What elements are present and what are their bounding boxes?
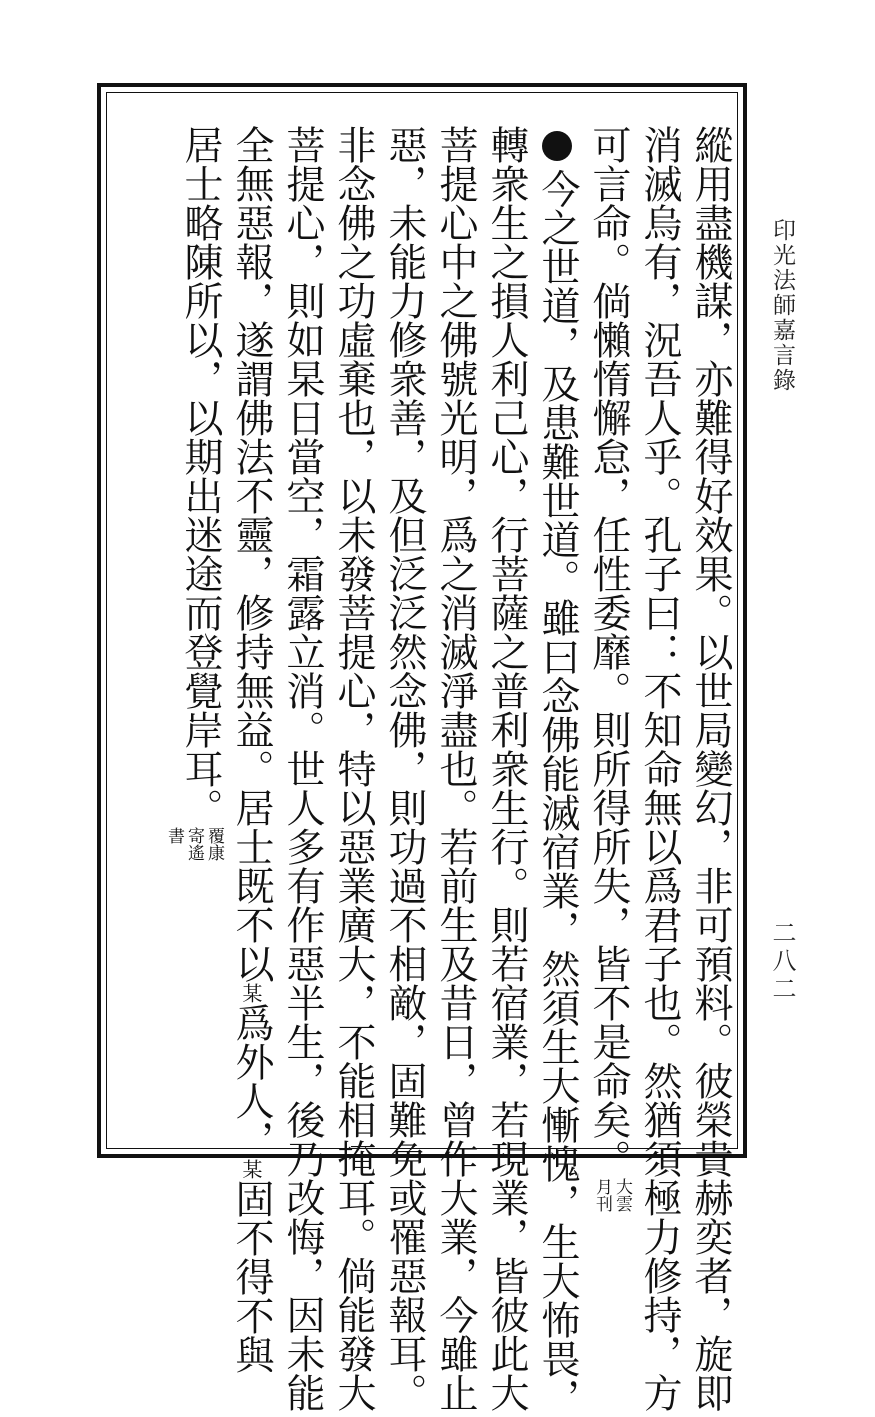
column-text: 今之世道，及患難世道。雖曰念佛能滅宿業，然須生大慚愧，生大怖畏， <box>535 169 580 1417</box>
section-bullet-icon <box>542 131 572 161</box>
book-title: 印光法師嘉言錄 <box>769 218 795 393</box>
column-text: 全無惡報，遂謂佛法不靈，修持無益。居士既不以 <box>229 125 274 983</box>
source-note: 大雲月刊 <box>592 1178 632 1212</box>
column-text: 非念佛之功虛棄也，以未發菩提心，特以惡業廣大，不能相掩耳。倘能發大 <box>331 125 376 1412</box>
text-column-11 <box>164 125 224 1125</box>
column-text: 爲外人， <box>229 1003 274 1159</box>
page-number: 二八二 <box>768 920 796 1004</box>
column-text: 縱用盡機謀，亦難得好效果。以世局變幻，非可預料。彼榮貴赫奕者，旋即 <box>688 125 733 1412</box>
source-note: 覆康寄遙書 <box>164 827 224 861</box>
self-reference-small: 某 <box>239 1159 263 1179</box>
column-text: 消滅烏有，況吾人乎。孔子曰：不知命無以爲君子也。然猶須極力修持，方 <box>637 125 682 1412</box>
column-text: 轉衆生之損人利己心，行菩薩之普利衆生行。則若宿業，若現業，皆彼此大 <box>484 125 529 1412</box>
text-column-5 <box>482 125 530 1412</box>
column-text: 固不得不與 <box>229 1179 274 1374</box>
text-column-3 <box>584 125 632 1212</box>
text-column-8 <box>329 125 377 1412</box>
column-text: 可言命。倘懶惰懈怠，任性委靡。則所得所失，皆不是命矣。 <box>586 125 631 1178</box>
self-reference-small: 某 <box>239 983 263 1003</box>
text-column-1 <box>686 125 734 1412</box>
column-text: 菩提心中之佛號光明，爲之消滅淨盡也。若前生及昔日，曾作大業，今雖止 <box>433 125 478 1412</box>
column-text: 惡，未能力修衆善，及但泛泛然念佛，則功過不相敵，固難免或罹惡報耳。 <box>382 125 427 1412</box>
column-text: 居士略陳所以，以期出迷途而登覺岸耳。 <box>178 125 223 827</box>
text-column-4 <box>533 125 581 1417</box>
text-column-6 <box>431 125 479 1412</box>
column-text: 菩提心，則如杲日當空，霜露立消。世人多有作惡半生，後乃改悔，因未能 <box>280 125 325 1412</box>
text-column-7 <box>380 125 428 1412</box>
text-column-9 <box>278 125 326 1412</box>
text-column-10 <box>227 125 275 1374</box>
text-column-2 <box>635 125 683 1412</box>
